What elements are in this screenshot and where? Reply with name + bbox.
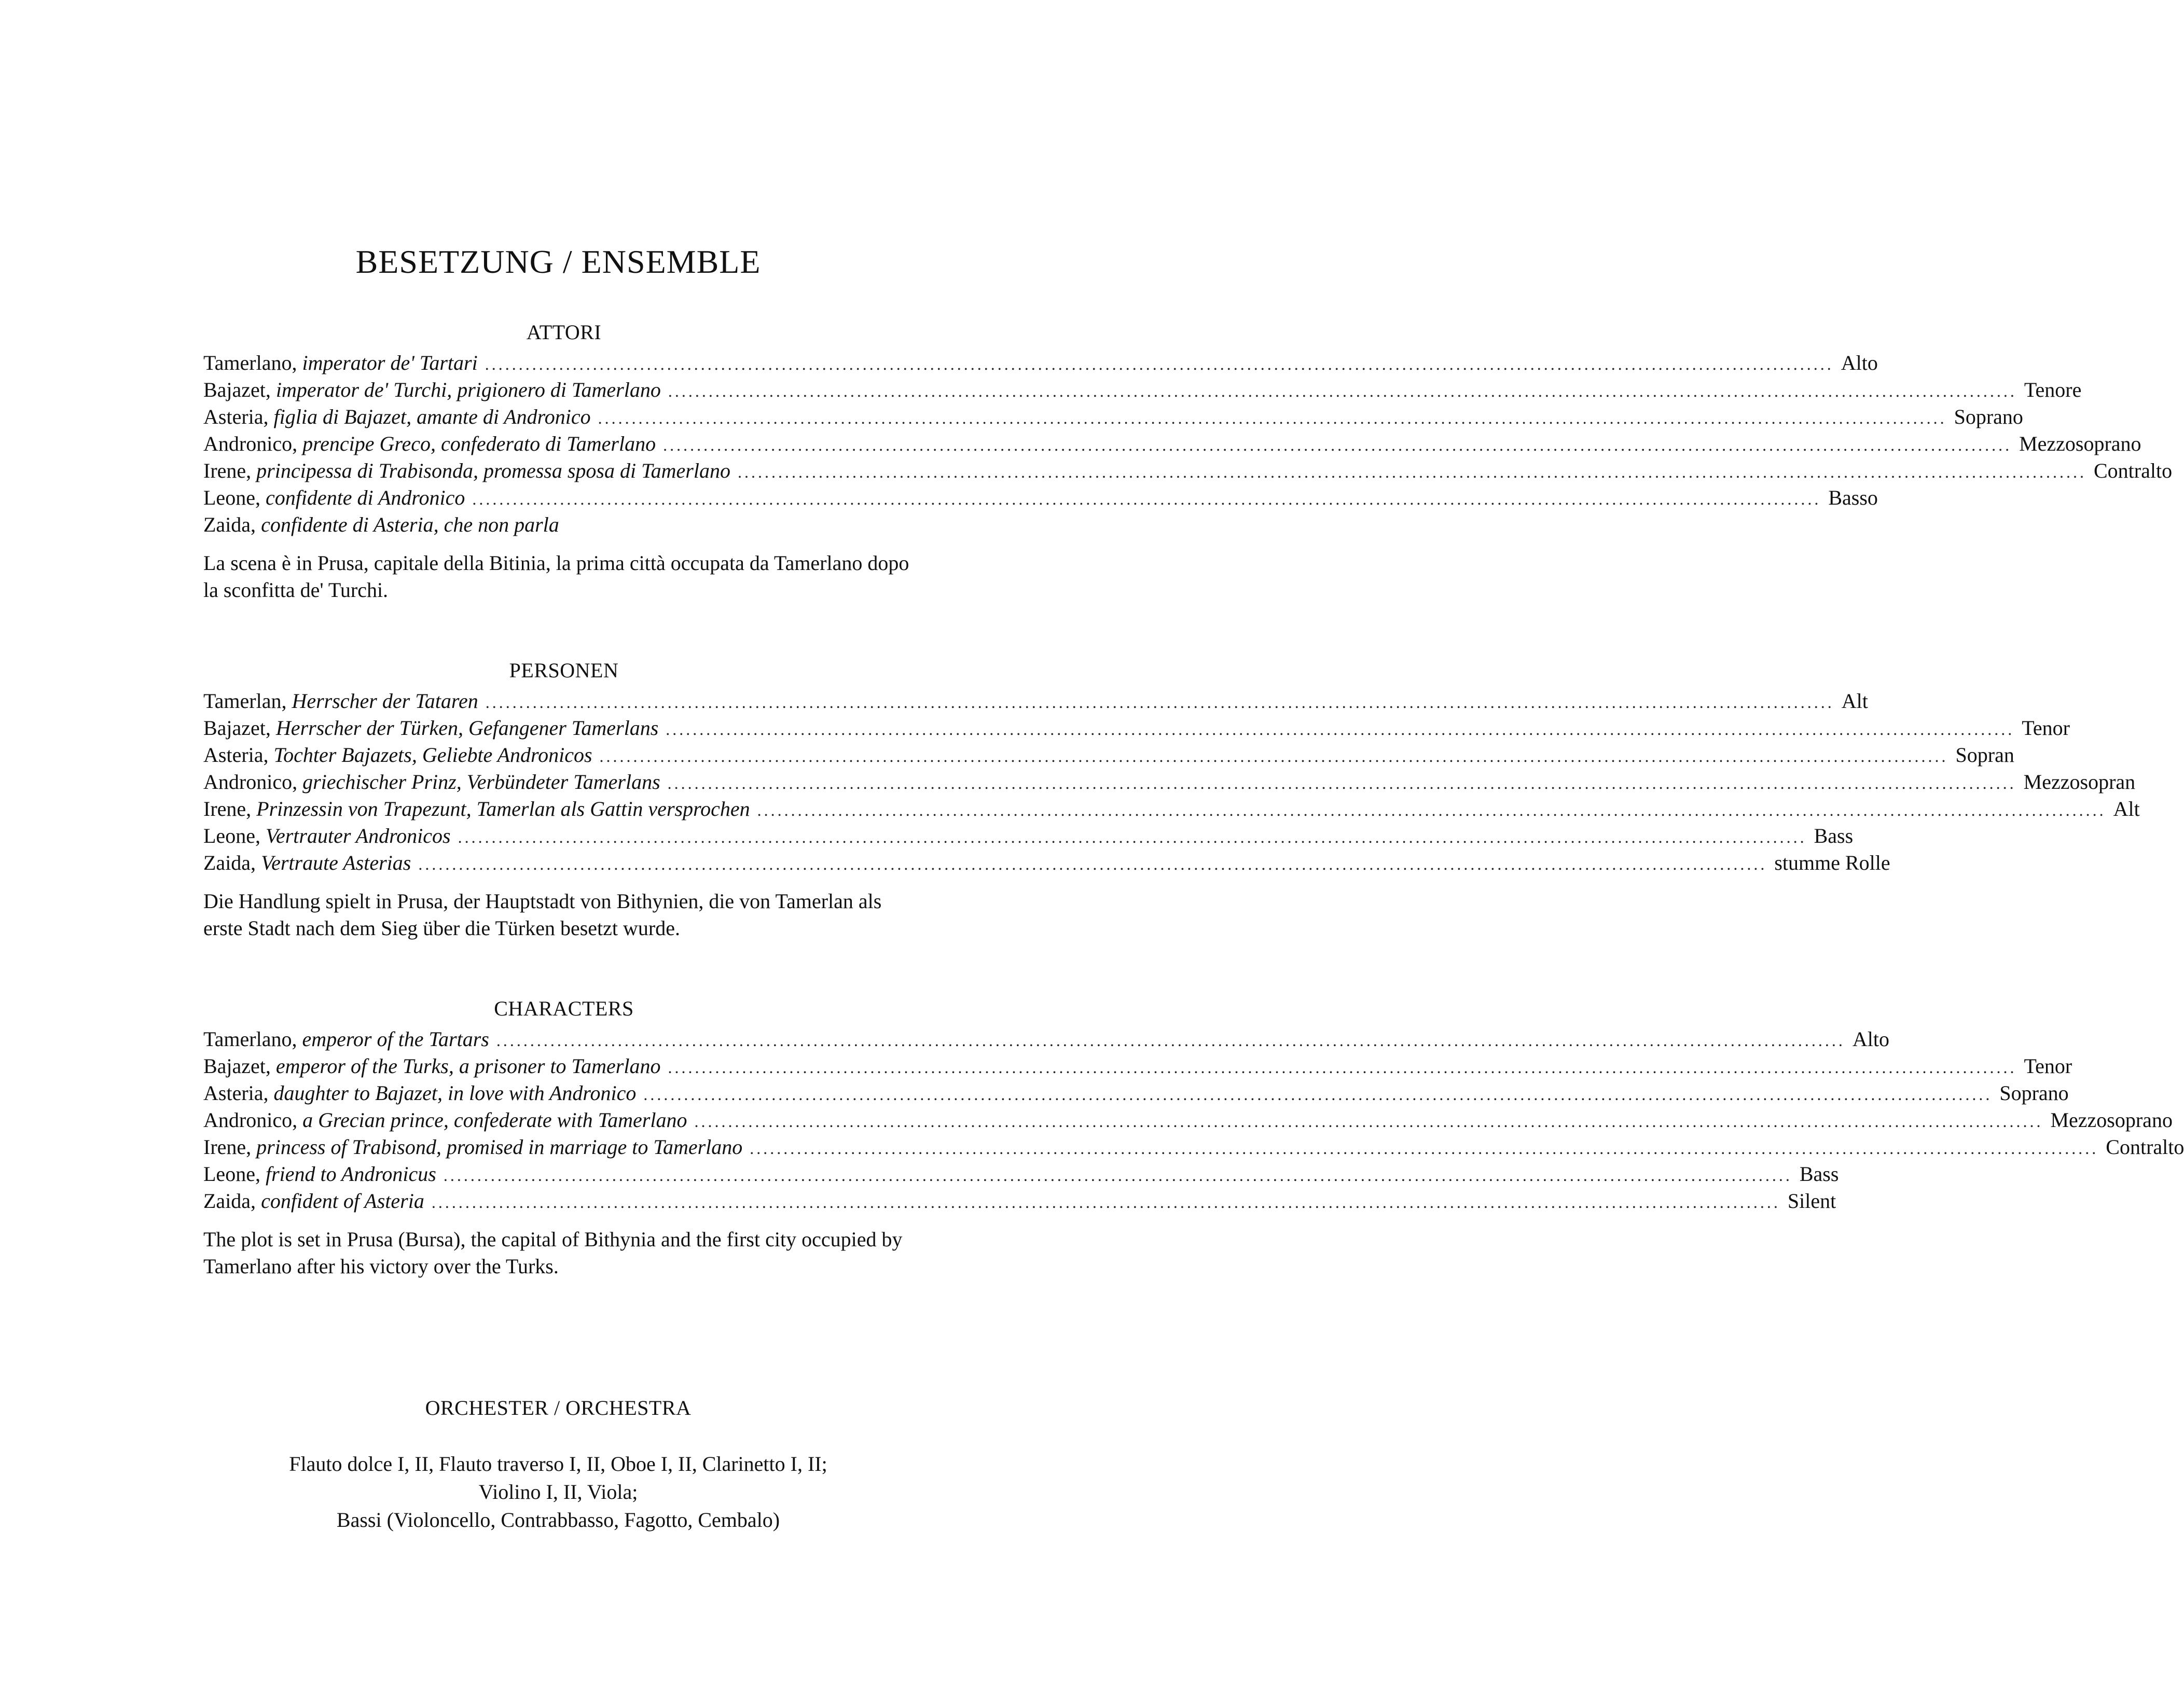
role-name: Leone, (203, 1162, 260, 1186)
role-description: Herrscher der Tataren (292, 689, 478, 713)
role-name: Zaida, (203, 1189, 256, 1213)
role-description: imperator de' Turchi, prigionero di Tamerlano (275, 378, 661, 401)
section-heading: PERSONEN (509, 659, 619, 682)
role-row (203, 377, 2082, 403)
leader-dots: ........................................................................................................................................................................................................ (599, 747, 1948, 766)
leader-dots: ........................................................................................................................................................................................................ (418, 855, 1767, 873)
role-voice: Contralto (2106, 1135, 2184, 1159)
section-attori (203, 318, 2173, 624)
role-voice: Soprano (1954, 405, 2023, 428)
role-description: Vertraute Asterias (261, 851, 411, 874)
role-row (203, 688, 1868, 715)
role-voice: Alt (1841, 689, 1868, 713)
role-description: imperator de' Tartari (302, 351, 478, 374)
leader-dots: ........................................................................................................................................................................................................ (694, 1112, 2043, 1131)
leader-dots: ........................................................................................................................................................................................................ (666, 720, 2015, 739)
role-voice: Contralto (2093, 459, 2173, 482)
leader-dots: ........................................................................................................................................................................................................ (496, 1031, 1845, 1050)
role-name: Zaida, (203, 851, 256, 874)
orchestra-line: Flauto dolce I, II, Flauto traverso I, II, Oboe I, II, Clarinetto I, II; (289, 1452, 827, 1476)
role-row (203, 430, 2141, 457)
role-row (203, 1080, 2069, 1107)
section-characters (203, 995, 2184, 1301)
role-name: Bajazet, (203, 378, 271, 401)
setting-note: Die Handlung spielt in Prusa, der Hauptstadt von Bithynien, die von Tamerlan als erste Stadt nach dem Sieg über die Türken besetzt wurde. (203, 889, 882, 940)
role-name: Bajazet, (203, 1054, 271, 1078)
role-voice: Basso (1828, 486, 1878, 509)
role-row (203, 484, 1878, 511)
leader-dots: ........................................................................................................................................................................................................ (643, 1085, 1993, 1104)
role-row (203, 511, 924, 538)
role-name: Andronico, (203, 1108, 298, 1132)
role-name: Tamerlano, (203, 1027, 297, 1051)
section-heading: CHARACTERS (494, 997, 634, 1020)
role-description: emperor of the Turks, a prisoner to Tamerlano (275, 1054, 661, 1078)
role-voice: stumme Rolle (1774, 851, 1890, 874)
leader-dots: ........................................................................................................................................................................................................ (458, 828, 1807, 846)
role-name: Tamerlan, (203, 689, 287, 713)
role-row (203, 403, 2023, 430)
role-voice: Tenore (2024, 378, 2082, 401)
role-description: daughter to Bajazet, in love with Andronico (273, 1081, 637, 1105)
role-voice: Mezzosoprano (2019, 432, 2141, 455)
leader-dots: ........................................................................................................................................................................................................ (737, 463, 2086, 481)
section-heading: ATTORI (526, 321, 602, 344)
role-name: Irene, (203, 1135, 252, 1159)
leader-dots: ........................................................................................................................................................................................................ (472, 490, 1821, 508)
leader-dots: ........................................................................................................................................................................................................ (668, 382, 2017, 400)
leader-dots: ........................................................................................................................................................................................................ (431, 1193, 1780, 1212)
role-name: Asteria, (203, 743, 269, 767)
role-row (203, 1188, 1836, 1215)
section-orchestra (0, 1394, 1116, 1534)
orchestra-line: Violino I, II, Viola; (478, 1480, 638, 1504)
orchestra-line: Bassi (Violoncello, Contrabbasso, Fagotto, Cembalo) (336, 1508, 780, 1532)
role-name: Andronico, (203, 770, 298, 794)
leader-dots: ........................................................................................................................................................................................................ (485, 355, 1834, 373)
setting-note: La scena è in Prusa, capitale della Bitinia, la prima città occupata da Tamerlano dopo la sconfitta de' Turchi. (203, 551, 909, 602)
section-heading: ORCHESTER / ORCHESTRA (425, 1396, 692, 1419)
leader-dots: ........................................................................................................................................................................................................ (663, 436, 2012, 454)
role-voice: Bass (1799, 1162, 1839, 1186)
role-description: Tochter Bajazets, Geliebte Andronicos (273, 743, 592, 767)
role-description: principessa di Trabisonda, promessa sposa di Tamerlano (256, 459, 730, 482)
role-row (203, 1161, 1839, 1188)
role-row (203, 715, 2070, 742)
role-row (203, 769, 2136, 796)
role-description: emperor of the Tartars (302, 1027, 489, 1051)
role-voice: Soprano (1999, 1081, 2069, 1105)
role-name: Irene, (203, 459, 252, 482)
role-list (203, 688, 2140, 876)
role-description: confidente di Asteria, che non parla (261, 513, 559, 536)
role-list (203, 350, 2173, 538)
leader-dots: ........................................................................................................................................................................................................ (668, 1058, 2017, 1077)
role-voice: Tenor (2024, 1054, 2072, 1078)
role-description: Prinzessin von Trapezunt, Tamerlan als Gattin versprochen (256, 797, 750, 820)
role-voice: Mezzosopran (2023, 770, 2136, 794)
leader-dots: ........................................................................................................................................................................................................ (667, 774, 2016, 792)
role-row (203, 742, 2014, 769)
role-description: confidente di Andronico (265, 486, 465, 509)
role-name: Asteria, (203, 405, 269, 428)
role-description: a Grecian prince, confederate with Tamerlano (302, 1108, 687, 1132)
leader-dots: ........................................................................................................................................................................................................ (485, 693, 1834, 712)
role-row (203, 1134, 2184, 1161)
leader-dots: ........................................................................................................................................................................................................ (443, 1166, 1792, 1185)
leader-dots: ........................................................................................................................................................................................................ (598, 409, 1947, 427)
role-row (203, 796, 2140, 823)
role-description: griechischer Prinz, Verbündeter Tamerlans (302, 770, 660, 794)
role-description: princess of Trabisond, promised in marriage to Tamerlano (256, 1135, 743, 1159)
role-row (203, 1107, 2173, 1134)
role-list (203, 1026, 2184, 1215)
page-title: BESETZUNG / ENSEMBLE (355, 243, 761, 280)
role-description: prencipe Greco, confederato di Tamerlano (302, 432, 656, 455)
role-name: Tamerlano, (203, 351, 297, 374)
role-row (203, 1053, 2072, 1080)
role-voice: Alt (2113, 797, 2140, 820)
setting-note: The plot is set in Prusa (Bursa), the capital of Bithynia and the first city occupied by Tamerlano after his victory over the Turks. (203, 1228, 903, 1278)
role-name: Leone, (203, 824, 260, 847)
role-voice: Tenor (2022, 716, 2070, 740)
role-voice: Mezzosoprano (2050, 1108, 2173, 1132)
role-row (203, 823, 1854, 850)
role-description: confident of Asteria (261, 1189, 424, 1213)
role-name: Leone, (203, 486, 260, 509)
role-voice: Silent (1787, 1189, 1836, 1213)
role-name: Andronico, (203, 432, 298, 455)
role-description: Herrscher der Türken, Gefangener Tamerlans (275, 716, 659, 740)
role-description: figlia di Bajazet, amante di Andronico (273, 405, 591, 428)
role-row (203, 850, 1890, 876)
role-row (203, 457, 2173, 484)
role-name: Bajazet, (203, 716, 271, 740)
section-personen (203, 657, 2140, 963)
leader-dots: ........................................................................................................................................................................................................ (750, 1139, 2099, 1158)
role-name: Irene, (203, 797, 252, 820)
role-description: friend to Andronicus (265, 1162, 436, 1186)
leader-dots: ........................................................................................................................................................................................................ (757, 801, 2106, 819)
role-voice: Sopran (1955, 743, 2014, 767)
role-name: Zaida, (203, 513, 256, 536)
role-voice: Bass (1814, 824, 1854, 847)
role-description: Vertrauter Andronicos (265, 824, 451, 847)
role-voice: Alto (1841, 351, 1878, 374)
role-row (203, 350, 1878, 377)
role-voice: Alto (1852, 1027, 1889, 1051)
role-row (203, 1026, 1889, 1053)
role-name: Asteria, (203, 1081, 269, 1105)
